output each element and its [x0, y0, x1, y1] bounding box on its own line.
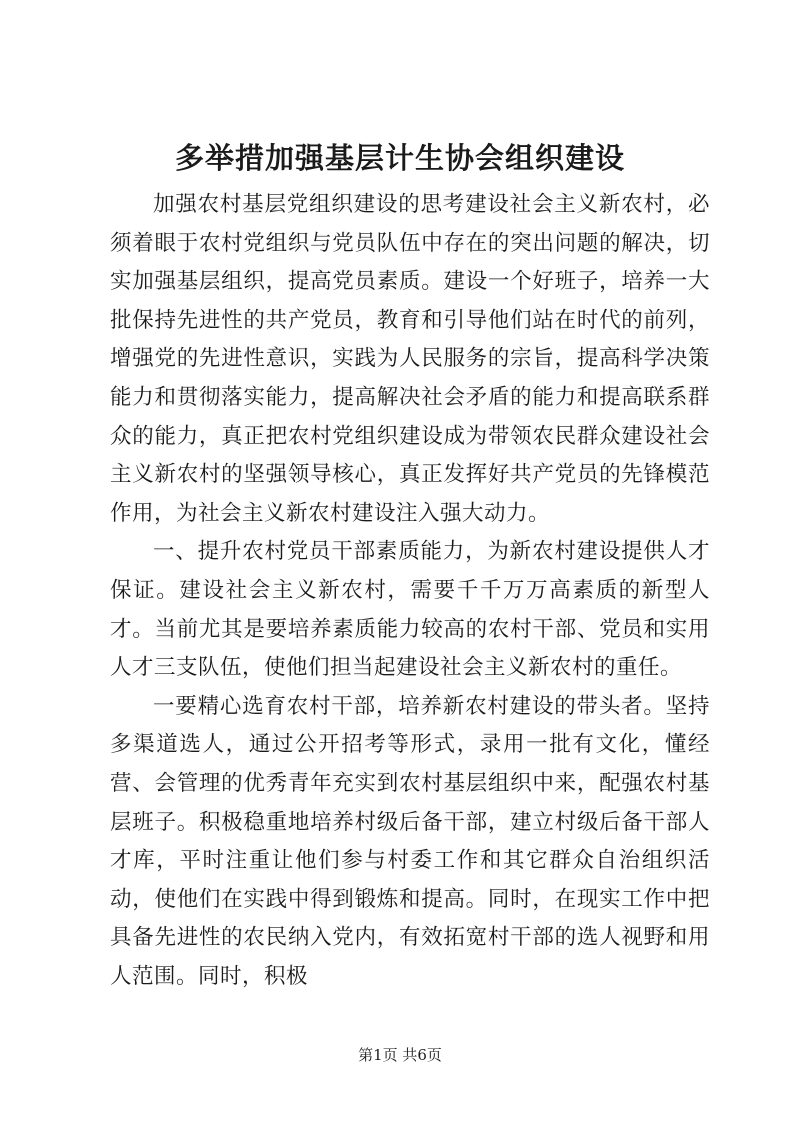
page-number-footer: 第1页 共6页 [358, 1046, 442, 1064]
document-body [110, 186, 710, 996]
paragraph-section-one: 一、提升农村党员干部素质能力，为新农村建设提供人才保证。建设社会主义新农村，需要千千万万高素质的新型人才。当前尤其是要培养素质能力较高的农村干部、党员和实用人才三支队伍，使他们担当起建设社会主义新农村的重任。 [110, 539, 710, 681]
document-title: 多举措加强基层计生协会组织建设 [174, 141, 625, 175]
paragraph-intro: 加强农村基层党组织建设的思考建设社会主义新农村，必须着眼于农村党组织与党员队伍中存在的突出问题的解决，切实加强基层组织，提高党员素质。建设一个好班子，培养一大批保持先进性的共产党员，教育和引导他们站在时代的前列，增强党的先进性意识，实践为人民服务的宗旨，提高科学决策能力和贯彻落实能力，提高解决社会矛盾的能力和提高联系群众的能力，真正把农村党组织建设成为带领农民群众建设社会主义新农村的坚强领导核心，真正发挥好共产党员的先锋模范作用，为社会主义新农村建设注入强大动力。 [110, 192, 710, 526]
paragraph-cadre-selection: 一要精心选育农村干部，培养新农村建设的带头者。坚持多渠道选人，通过公开招考等形式，录用一批有文化，懂经营、会管理的优秀青年充实到农村基层组织中来，配强农村基层班子。积极稳重地培养村级后备干部，建立村级后备干部人才库，平时注重让他们参与村委工作和其它群众自治组织活动，使他们在实践中得到锻炼和提高。同时，在现实工作中把具备先进性的农民纳入党内，有效拓宽村干部的选人视野和用人范围。同时，积极 [110, 693, 710, 989]
